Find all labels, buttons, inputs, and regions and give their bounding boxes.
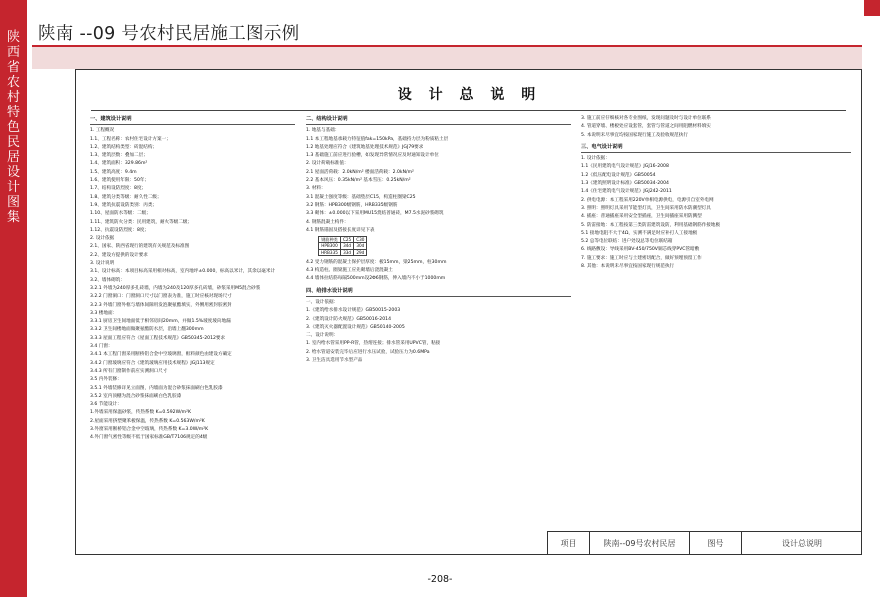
text-line: 1. 设计依据：: [581, 156, 610, 162]
title-block: [547, 531, 862, 555]
table-cell: 30d: [354, 243, 367, 249]
text-line: 1.3、建筑层数：叠加二层；: [90, 153, 148, 159]
text-line: 一、设计依据：: [306, 299, 339, 305]
text-line: 3.1、设计标高：本项目标高采用相对标高，室内地坪±0.000，标高以米计，其余以毫米计: [90, 269, 276, 275]
table-cell: HRB335: [319, 249, 341, 255]
text-line: 4.3 构造柱、圈梁施工应先砌墙后浇混凝土: [306, 268, 393, 274]
text-line: 3.2 钢筋：HPB300级钢筋，HRB335级钢筋: [306, 202, 398, 208]
text-line: 5. 防雷接地：本工程按第三类防雷建筑设防，利用基础钢筋作接地极: [581, 222, 721, 228]
text-line: 1.4《住宅建筑电气设计规范》JGJ242-2011: [581, 189, 672, 195]
text-line: 4.2 受力钢筋的混凝土保护层厚度：板15mm，梁25mm，柱30mm: [306, 259, 447, 265]
section-rule: [581, 152, 851, 153]
text-line: 3.5.1 外墙装修详见立面图，内墙面为混合砂浆抹面刷白色乳胶漆: [90, 385, 223, 391]
table-cell: 34d: [340, 243, 353, 249]
text-line: 3.外窗采用断桥铝合金中空玻璃，传热系数 K=3.0W/m²K: [90, 426, 209, 432]
text-line: 4.4 墙体拉结筋每隔500mm设2Φ6钢筋，伸入墙内不小于1000mm: [306, 276, 446, 282]
text-line: 2. 给水管道安装完毕后应进行水压试验，试验压力为0.6MPa: [306, 349, 430, 355]
text-line: 4. 管道穿墙、楼板处应设套管，套管与管道之间用阻燃材料填实: [581, 124, 711, 130]
text-line: 1.9、建筑抗震设防类别：丙类；: [90, 202, 158, 208]
table-cell: C30: [354, 237, 367, 243]
table-cell: C25: [340, 237, 353, 243]
text-line: 1.4、建筑面积：329.86m²: [90, 161, 148, 167]
line-list: [306, 127, 571, 235]
page-title: 陕南 --09 号农村民居施工图示例: [38, 24, 300, 44]
section-rule: [90, 124, 295, 125]
column-structure: [306, 115, 571, 527]
text-line: 3.2.1 外墙为240厚多孔砖墙，内墙为240及120厚多孔砖墙，砂浆采用M5混合砂浆: [90, 285, 261, 291]
text-line: 2.2、建设方提供的设计要求: [90, 252, 148, 258]
text-line: 3.3.2 卫生间楼地面做聚氨酯防水层，沿墙上翻300mm: [90, 327, 204, 333]
drawing-sheet: [75, 69, 862, 555]
text-line: 1.1 本工程地基承载力特征值fak=150kPa，基础持力层为粉质粘土层: [306, 136, 449, 142]
text-line: 1.1、工程名称：农村住宅设计方案一；: [90, 136, 171, 142]
text-line: 3.5 内外装修：: [90, 377, 122, 383]
text-line: 5.1 接地电阻不大于4Ω，实测不满足时应补打人工接地极: [581, 230, 698, 236]
text-line: 2.2 基本风压：0.35kN/m² 基本雪压：0.25kN/m²: [306, 178, 411, 184]
text-line: 3.2.2 门窗洞口：门窗洞口尺寸以门窗表为准，施工时应核对现场尺寸: [90, 294, 232, 300]
sidebar: [0, 0, 27, 597]
text-line: 1. 工程概况: [90, 128, 115, 134]
project-name: 陕南--09号农村民居: [589, 532, 689, 555]
section-rule: [306, 296, 571, 297]
table-row: [319, 237, 367, 243]
text-line: 3.4 门窗：: [90, 344, 113, 350]
text-line: 2.1、国家、陕西省现行的建筑有关规范及标准图: [90, 244, 190, 250]
text-line: 3.3 砌体：±0.000以下采用MU15烧结普通砖，M7.5水泥砂浆砌筑: [306, 211, 444, 217]
text-line: 2. 供电电源：本工程采用220V单相电源供电，电源引自室外电网: [581, 197, 714, 203]
text-line: 1.5、建筑高度：9.4m: [90, 169, 137, 175]
text-line: 4. 钢筋混凝土构件：: [306, 219, 349, 225]
text-line: 2.屋面采用挤塑聚苯板保温，传热系数 K=0.563W/m²K: [90, 418, 205, 424]
section-rule: [306, 124, 571, 125]
text-line: 1.2《低压配电设计规范》GB50054: [581, 172, 656, 178]
section-heading: 三、电气设计说明: [581, 143, 623, 150]
table-row: [319, 243, 367, 249]
text-line: 5.2 总等电位联结：进户处设总等电位联结箱: [581, 239, 673, 245]
text-line: 3.4.1 本工程门窗采用断桥铝合金中空玻璃窗，框料颜色由建设方确定: [90, 352, 232, 358]
text-line: 4.外门窗气密性等级不低于国家标准GB/T7106规定的4级: [90, 435, 208, 441]
text-line: 1.2 地基处理应符合《建筑地基处理技术规范》JGJ79要求: [306, 144, 424, 150]
line-list: [90, 127, 295, 442]
drawing-name: 设计总说明: [741, 532, 862, 555]
line-list: [581, 155, 851, 271]
text-line: 3.3.1 厨房卫生间地面低于相邻房间20mm，并做1.5%坡度坡向地漏: [90, 319, 231, 325]
line-list: [306, 299, 571, 365]
sidebar-title: 陕西省农村特色民居设计图集: [6, 30, 20, 225]
text-line: 3. 施工前应仔细核对各专业图纸，发现问题及时与设计单位联系: [581, 116, 711, 121]
text-line: 3.3 楼地面：: [90, 310, 118, 316]
sheet-title: 设 计 总 说 明: [397, 87, 542, 103]
title-underline: [91, 110, 846, 111]
project-label: 项目: [547, 532, 589, 555]
text-line: 6. 线路敷设：导线采用BV-450/750V铜芯线穿PVC管暗敷: [581, 247, 700, 253]
table-row: [319, 249, 367, 255]
text-line: 二、设计说明：: [306, 333, 339, 339]
text-line: 3.2、墙体砌筑：: [90, 277, 125, 283]
section-heading: 二、结构设计说明: [306, 116, 348, 122]
text-line: 3.2.3 外墙门窗外框与墙体间隙用发泡聚氨酯填实，外侧用密封胶密封: [90, 302, 232, 308]
text-line: 3.4.3 所有门窗制作前应实测洞口尺寸: [90, 368, 168, 374]
table-cell: 钢筋种类: [319, 237, 341, 243]
column-electrical: [581, 115, 851, 527]
text-line: 3.《建筑灭火器配置设计规范》GB50140-2005: [306, 324, 405, 330]
page-number: -208-: [427, 574, 453, 585]
text-line: 3.5.2 室内顶棚为混合砂浆抹面刷白色乳胶漆: [90, 393, 182, 399]
text-line: 1.《建筑给水排水设计规范》GB50015-2003: [306, 308, 401, 314]
text-line: 1.外墙采用保温砂浆，传热系数 K=0.592W/m²K: [90, 410, 191, 416]
text-line: 7. 施工要求：施工时应与土建密切配合，做好预埋预留工作: [581, 255, 702, 261]
anchorage-table: [318, 236, 367, 256]
text-line: 3.4.2 门窗玻璃应符合《建筑玻璃应用技术规程》JGJ113规定: [90, 360, 215, 366]
text-line: 1.3 基础施工前应进行验槽，如发现异常情况应及时通知设计单位: [306, 153, 439, 159]
corner-marker: [864, 0, 880, 16]
text-line: 1.12、抗震设防烈度：8度；: [90, 227, 150, 233]
text-line: 2. 设计依据: [90, 236, 115, 242]
section-heading: 四、给排水设计说明: [306, 287, 353, 294]
column-architecture: [90, 115, 295, 527]
text-line: 3.6 节能设计：: [90, 402, 122, 408]
text-line: 3.3.3 屋面工程应符合《屋面工程技术规范》GB50345-2012要求: [90, 335, 226, 341]
text-line: 2.《建筑设计防火规范》GB50016-2014: [306, 316, 391, 322]
line-list: [306, 259, 571, 284]
top-band: [32, 47, 862, 69]
text-line: 3.1 混凝土强度等级：基础垫层C15，构造柱圈梁C25: [306, 194, 416, 200]
text-line: 3. 设计说明: [90, 261, 115, 267]
text-line: 1.2、建筑结构类型：砖混结构；: [90, 144, 158, 150]
text-line: 1. 室内给水管采用PP-R管，热熔连接；排水管采用UPVC管，粘接: [306, 341, 441, 347]
table-cell: HPB300: [319, 243, 341, 249]
text-line: 3. 卫生洁具选用节水型产品: [306, 358, 363, 364]
text-line: 1.11、建筑防火分类：民用建筑，耐火等级二级；: [90, 219, 193, 225]
table-cell: 33d: [340, 249, 353, 255]
text-line: 5. 本说明未尽事宜均按国家现行施工及验收规范执行: [581, 132, 688, 138]
text-line: 8. 其他：本说明未尽事宜按国家现行规范执行: [581, 264, 675, 270]
text-line: 3. 材料：: [306, 186, 326, 192]
text-line: 1.8、建筑分类等级：耐久性二级；: [90, 194, 162, 200]
text-line: 1.10、屋面防水等级：二级；: [90, 211, 151, 217]
text-line: 1.7、结构设防烈度：8度；: [90, 186, 147, 192]
text-line: 2. 设计荷载标准值：: [306, 161, 349, 167]
text-line: 1.1《民用建筑电气设计规范》JGJ16-2008: [581, 164, 669, 170]
section-heading: 一、建筑设计说明: [90, 116, 132, 122]
text-line: 4.1 钢筋锚固及搭接长度详见下表: [306, 227, 375, 233]
text-line: 4. 插座：普通插座采用安全型插座，卫生间插座采用防溅型: [581, 214, 702, 220]
text-line: 3. 照明：照明灯具采用节能型灯具，卫生间采用防水防潮型灯具: [581, 205, 711, 211]
table-cell: 29d: [354, 249, 367, 255]
text-line: 2.1 屋面活荷载：2.0kN/m² 楼面活荷载：2.0kN/m²: [306, 169, 414, 175]
line-list: [581, 115, 851, 140]
text-line: 1.3《建筑照明设计标准》GB50034-2004: [581, 181, 669, 187]
text-line: 1. 地基与基础：: [306, 128, 340, 134]
drawing-label: 图号: [689, 532, 741, 555]
text-line: 1.6、建筑使用年限：50年；: [90, 178, 150, 184]
